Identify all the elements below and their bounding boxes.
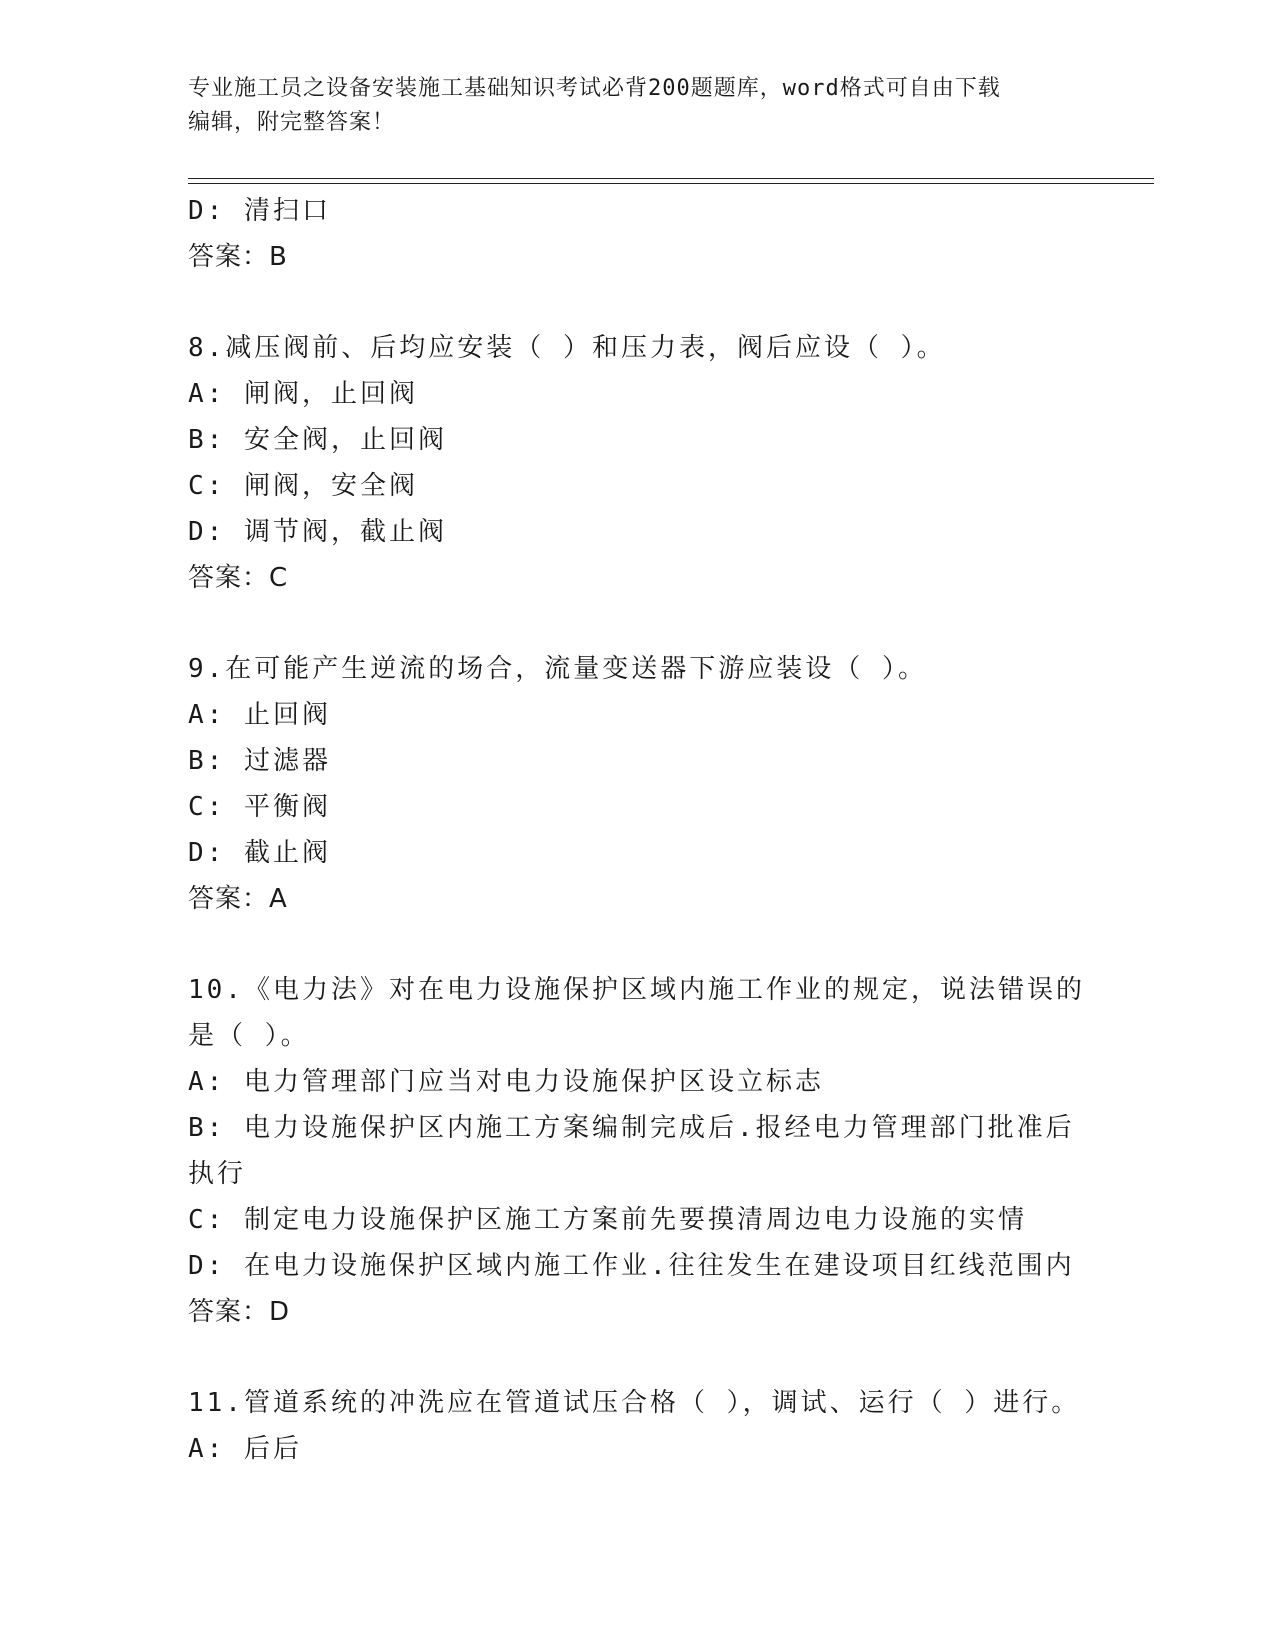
option-b: B: 安全阀，止回阀 bbox=[188, 425, 447, 455]
option-a: A: 闸阀，止回阀 bbox=[188, 379, 418, 409]
question-8 bbox=[188, 325, 1088, 601]
option-c: C: 平衡阀 bbox=[188, 792, 331, 822]
answer-label: 答案：C bbox=[188, 563, 289, 593]
option-d: D: 清扫口 bbox=[188, 196, 331, 226]
question-text-line-1: 10.《电力法》对在电力设施保护区域内施工作业的规定，说法错误的 bbox=[188, 975, 1085, 1005]
question-7-tail bbox=[188, 188, 1088, 280]
question-text: 9.在可能产生逆流的场合，流量变送器下游应装设（ ）。 bbox=[188, 654, 927, 684]
option-c: C: 闸阀，安全阀 bbox=[188, 471, 418, 501]
question-10 bbox=[188, 967, 1088, 1335]
spacer bbox=[188, 280, 1088, 325]
answer-label: 答案：A bbox=[188, 884, 288, 914]
document-header bbox=[188, 72, 1088, 140]
spacer bbox=[188, 1335, 1088, 1380]
option-d: D: 调节阀，截止阀 bbox=[188, 517, 447, 547]
option-b-line-1: B: 电力设施保护区内施工方案编制完成后.报经电力管理部门批准后 bbox=[188, 1113, 1075, 1143]
spacer bbox=[188, 601, 1088, 646]
question-9 bbox=[188, 646, 1088, 922]
answer-label: 答案：B bbox=[188, 242, 288, 272]
header-divider-bottom bbox=[188, 183, 1154, 184]
question-text: 11.管道系统的冲洗应在管道试压合格（ ），调试、运行（ ）进行。 bbox=[188, 1388, 1081, 1418]
option-d: D: 截止阀 bbox=[188, 838, 331, 868]
option-a: A: 电力管理部门应当对电力设施保护区设立标志 bbox=[188, 1067, 824, 1097]
option-a: A: 止回阀 bbox=[188, 700, 331, 730]
option-d: D: 在电力设施保护区域内施工作业.往往发生在建设项目红线范围内 bbox=[188, 1251, 1075, 1281]
question-11 bbox=[188, 1380, 1088, 1472]
header-title-line-2: 编辑，附完整答案！ bbox=[188, 110, 396, 135]
question-list bbox=[188, 188, 1088, 1472]
option-a: A: 后后 bbox=[188, 1434, 302, 1464]
question-text: 8.减压阀前、后均应安装（ ）和压力表，阀后应设（ ）。 bbox=[188, 333, 946, 363]
option-c: C: 制定电力设施保护区施工方案前先要摸清周边电力设施的实情 bbox=[188, 1205, 1027, 1235]
header-title-line-1: 专业施工员之设备安装施工基础知识考试必背200题题库，word格式可自由下载 bbox=[188, 76, 1001, 101]
question-text-line-2: 是（ ）。 bbox=[188, 1021, 310, 1051]
spacer bbox=[188, 922, 1088, 967]
header-divider-top bbox=[188, 178, 1154, 179]
option-b-line-2: 执行 bbox=[188, 1159, 247, 1189]
answer-label: 答案：D bbox=[188, 1297, 291, 1327]
option-b: B: 过滤器 bbox=[188, 746, 331, 776]
